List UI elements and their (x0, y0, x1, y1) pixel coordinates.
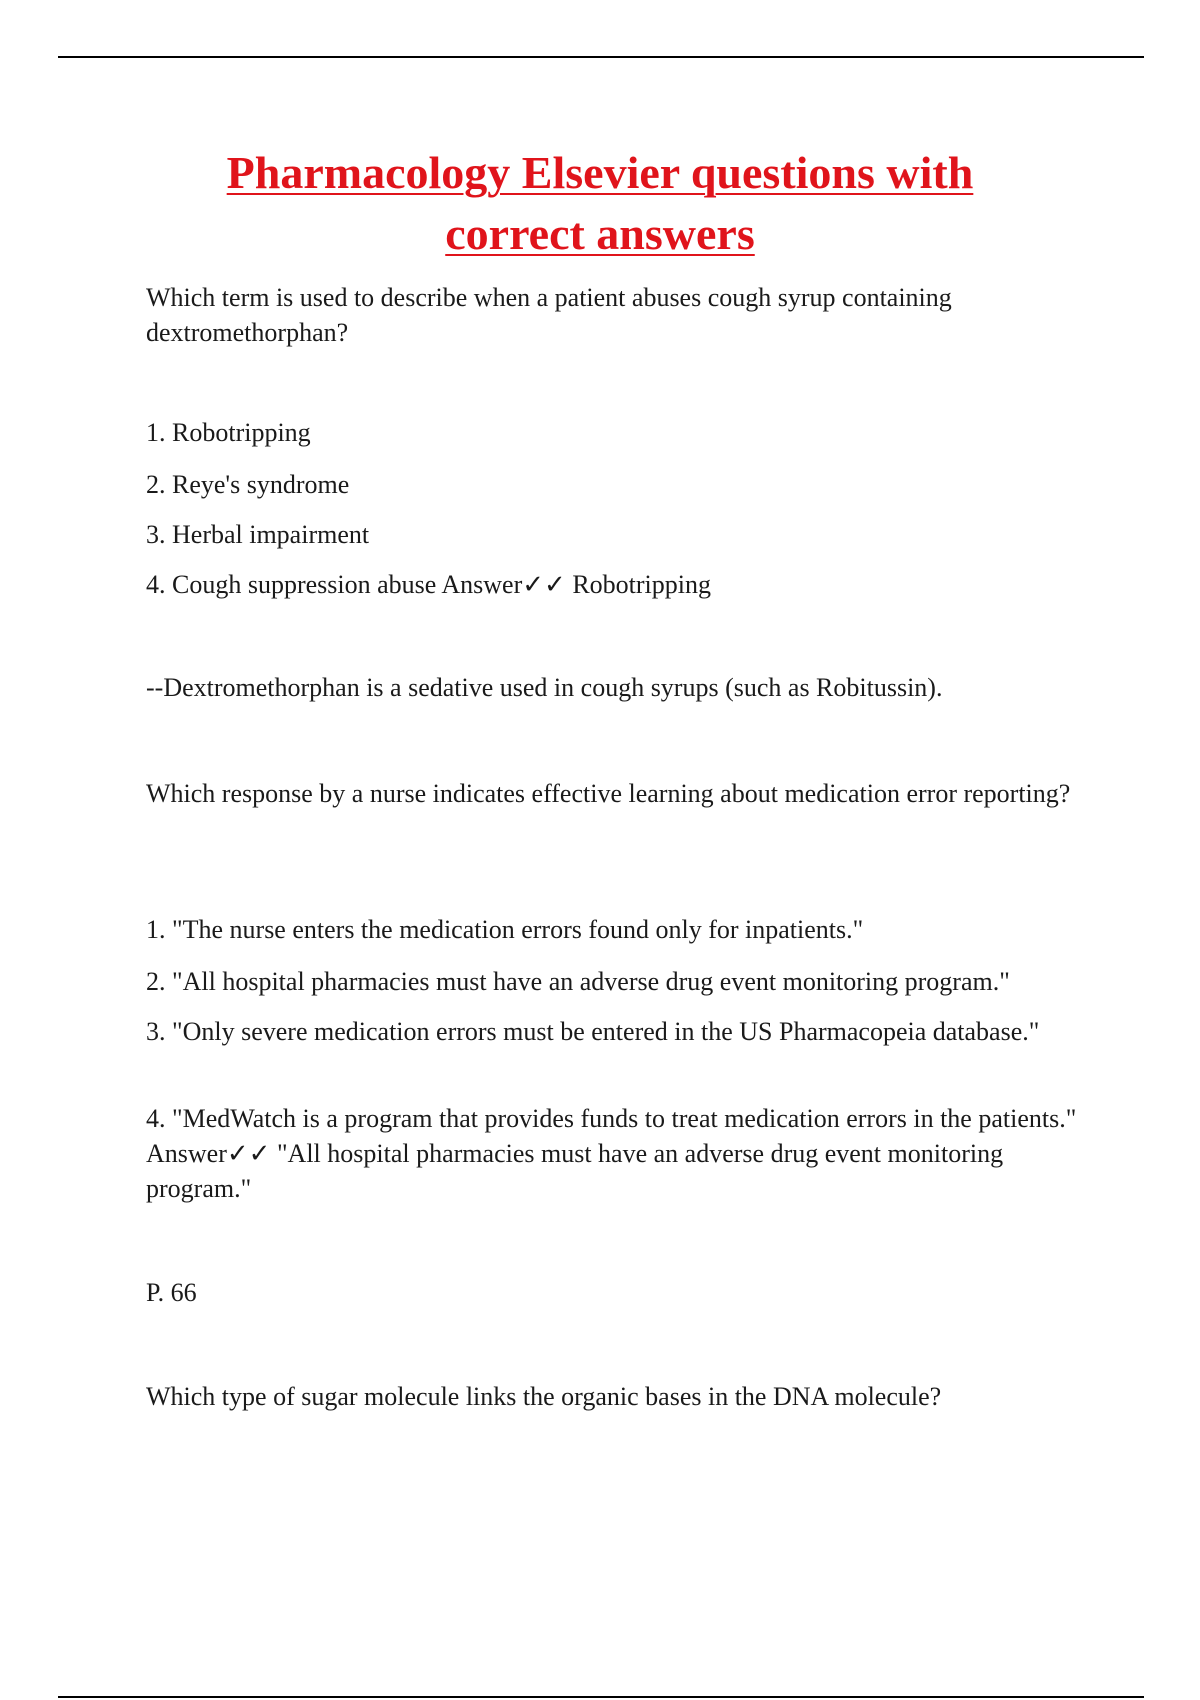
question-1: Which term is used to describe when a patient abuses cough syrup containing dextromethorphan? (146, 283, 952, 347)
q1-option-3: 3. Herbal impairment (146, 520, 370, 549)
q2-option-3: 3. "Only severe medication errors must be entered in the US Pharmacopeia database." (146, 1017, 1040, 1046)
question-2: Which response by a nurse indicates effective learning about medication error reporting? (146, 779, 1071, 808)
q2-option-4-answer: 4. "MedWatch is a program that provides funds to treat medication errors in the patients." Answer✓✓ "All hospital pharmacies must have an adverse drug event monitoring program." (146, 1104, 1077, 1203)
document-title (0, 142, 1200, 264)
q1-option-1: 1. Robotripping (146, 418, 311, 447)
top-rule (58, 56, 1144, 58)
q2-option-2: 2. "All hospital pharmacies must have an adverse drug event monitoring program." (146, 967, 1010, 996)
q2-option-1: 1. "The nurse enters the medication errors found only for inpatients." (146, 915, 864, 944)
q1-rationale: --Dextromethorphan is a sedative used in cough syrups (such as Robitussin). (146, 673, 943, 702)
title-line-2: correct answers (445, 208, 755, 259)
q1-option-2: 2. Reye's syndrome (146, 470, 350, 499)
q1-option-4-answer: 4. Cough suppression abuse Answer✓✓ Robotripping (146, 570, 711, 599)
title-line-1: Pharmacology Elsevier questions with (226, 147, 974, 198)
page-reference: P. 66 (146, 1278, 197, 1307)
question-3: Which type of sugar molecule links the organic bases in the DNA molecule? (146, 1382, 942, 1411)
bottom-rule (58, 1696, 1144, 1698)
